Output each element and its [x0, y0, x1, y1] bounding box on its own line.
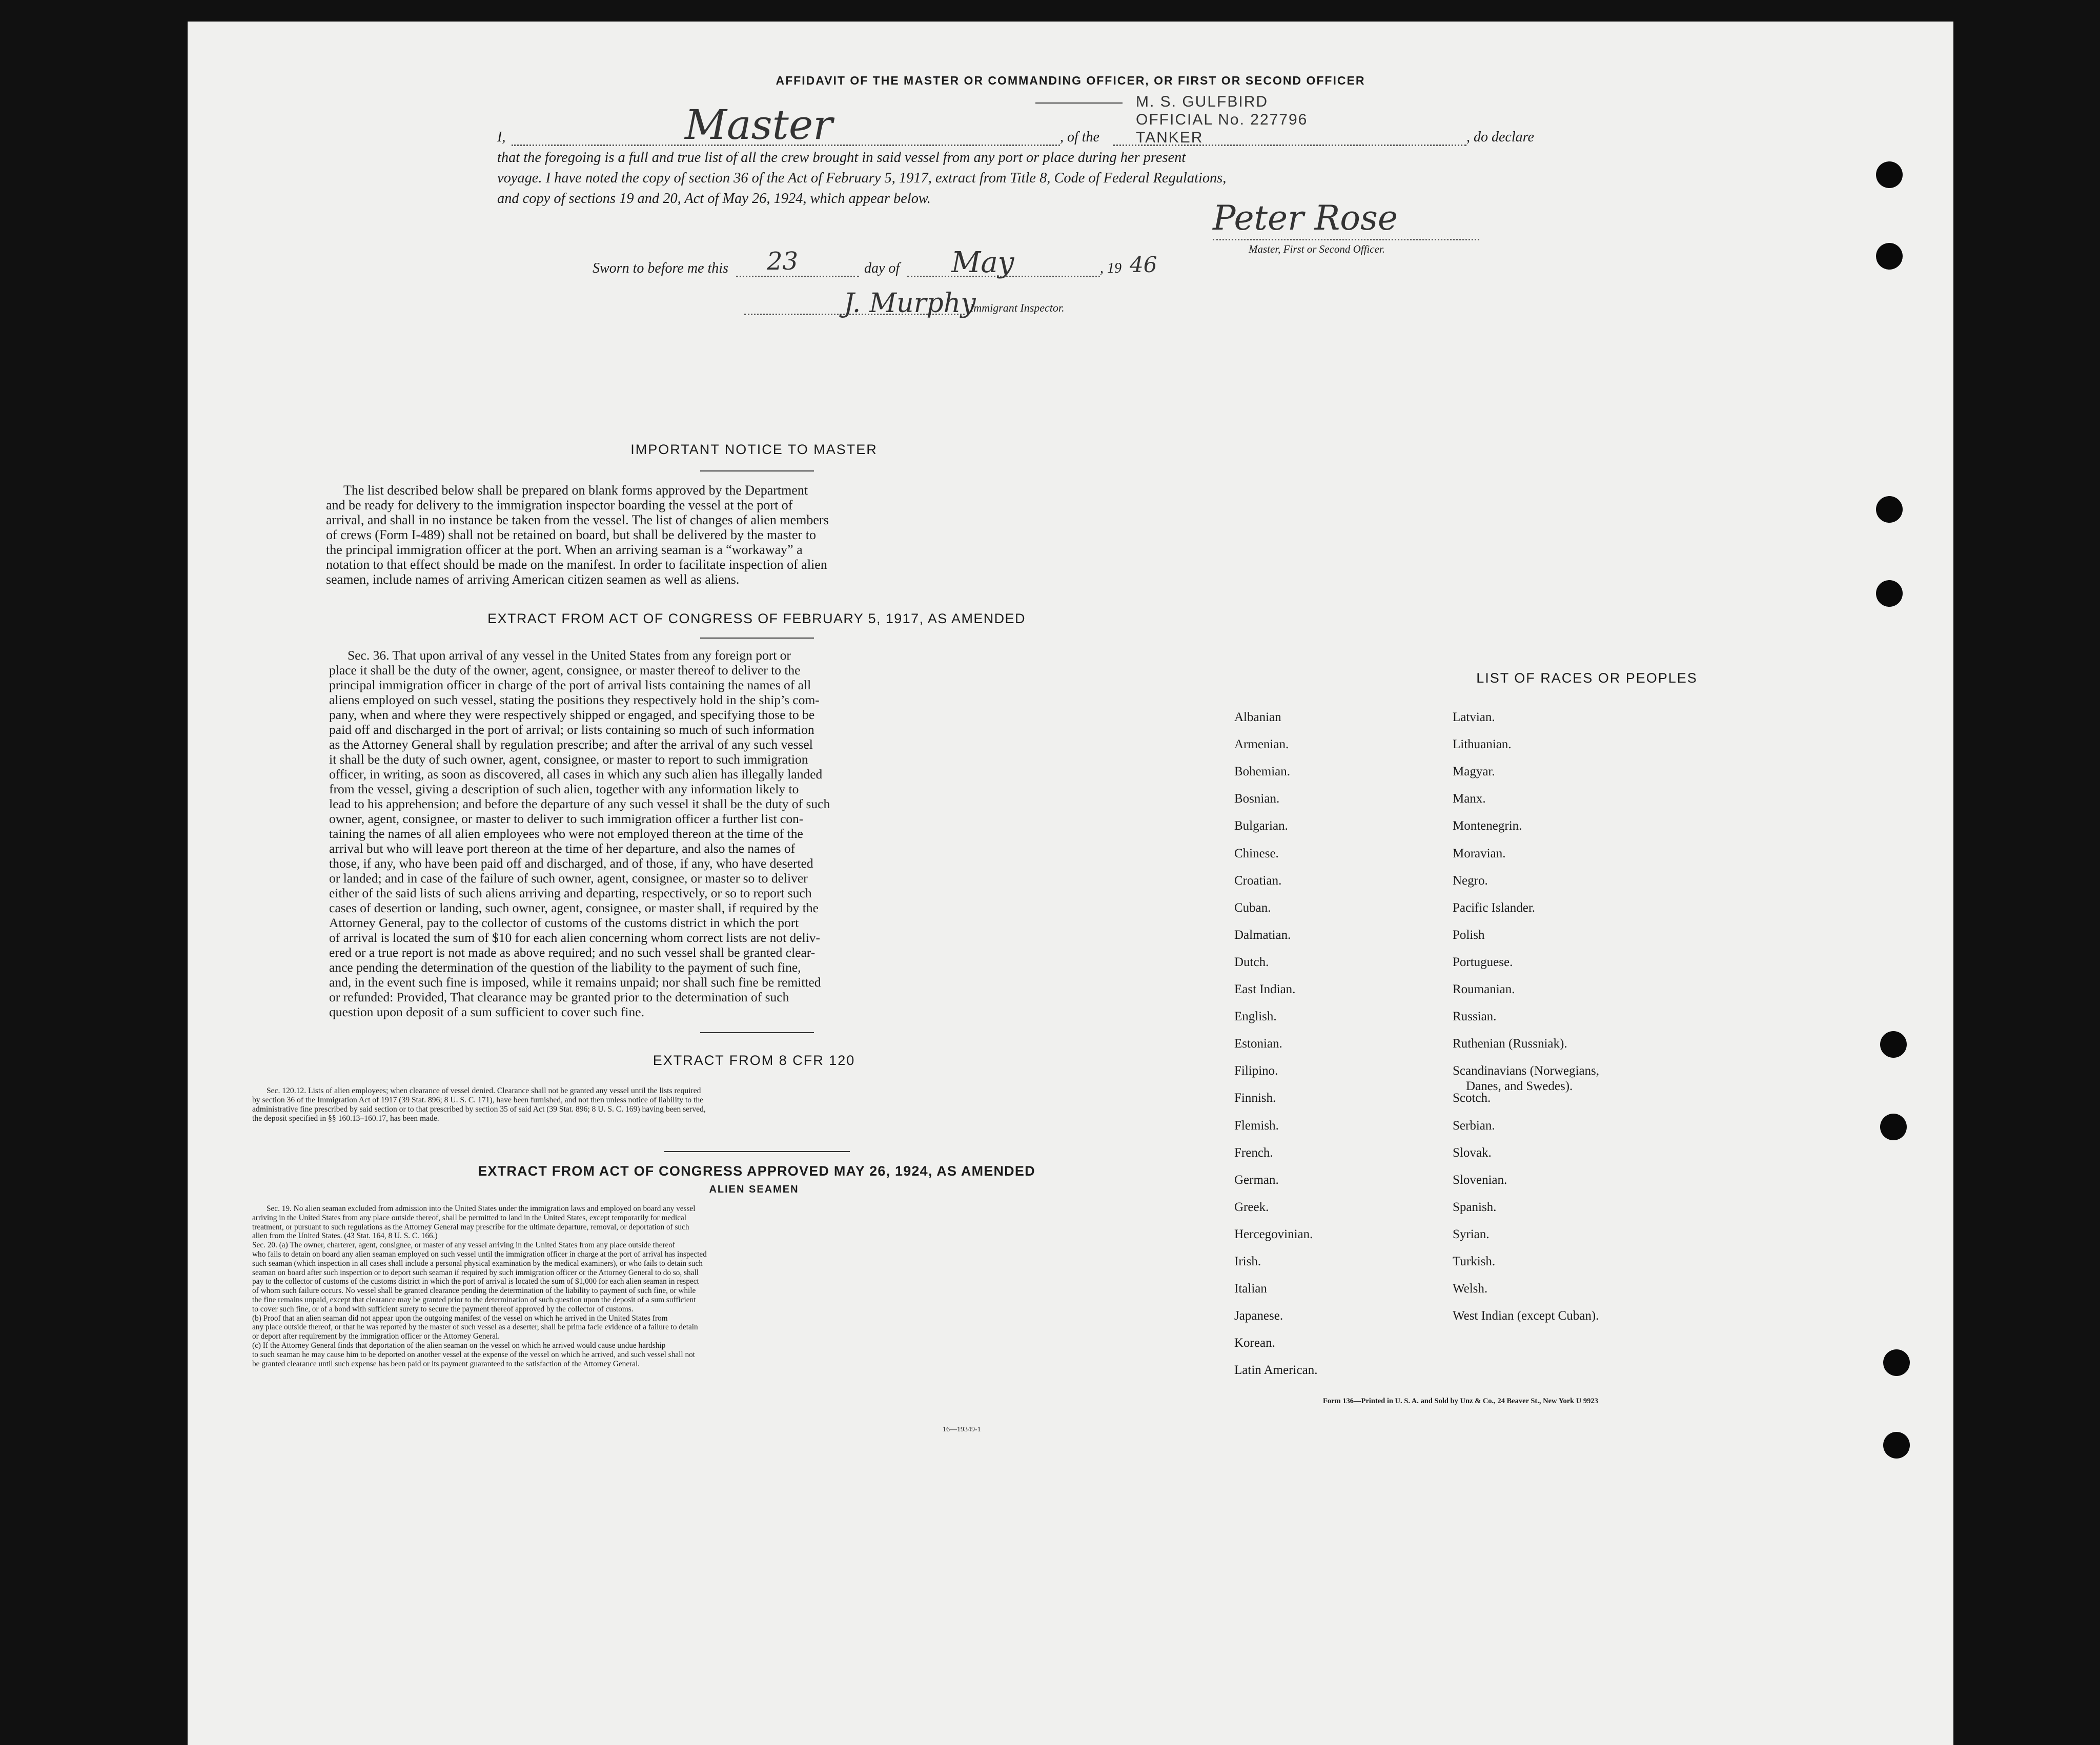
text-line: who fails to detain on board any alien seaman employed on such vessel until the immigration officer in charge at the port of arrival has inspected	[252, 1250, 707, 1259]
text-line: seamen, include names of arriving American citizen seamen as well as aliens.	[326, 572, 740, 587]
vessel-line	[1113, 145, 1466, 146]
race-item: Manx.	[1453, 792, 1486, 806]
punch-hole	[1880, 1114, 1907, 1140]
form-code: 16—19349-1	[943, 1426, 981, 1433]
race-item: Korean.	[1234, 1336, 1275, 1350]
race-item: Latin American.	[1234, 1363, 1318, 1378]
text-line: lead to his apprehension; and before the departure of any such vessel it shall be the duty of such	[329, 796, 830, 811]
master-signature: Peter Rose	[1213, 198, 1398, 238]
text-line: administrative fine prescribed by said section or to that prescribed by section 35 of said Act (39 Stat. 896; 8 U. S. C. 169) having been served,	[252, 1105, 706, 1114]
affidavit-body-line-2: voyage. I have noted the copy of section 36 of the Act of February 5, 1917, extract from Title 8, Code of Federal Regulations,	[497, 170, 1227, 186]
year-prefix: , 19	[1100, 260, 1122, 276]
race-item: French.	[1234, 1145, 1273, 1160]
text-line: or landed; and in case of the failure of such owner, agent, consignee, or master so to deliver	[329, 871, 808, 886]
sworn-day-line	[736, 276, 859, 277]
races-title: LIST OF RACES OR PEOPLES	[1476, 670, 1698, 686]
race-item: East Indian.	[1234, 982, 1296, 996]
race-item: Japanese.	[1234, 1309, 1283, 1323]
punch-hole	[1876, 580, 1903, 607]
text-line: notation to that effect should be made on the manifest. In order to facilitate inspection of alien	[326, 557, 827, 572]
master-signature-caption: Master, First or Second Officer.	[1249, 243, 1385, 255]
race-item: Pacific Islander.	[1453, 900, 1536, 915]
text-line: (b) Proof that an alien seaman did not appear upon the outgoing manifest of the vessel on which he arrived in the United States from	[252, 1313, 668, 1323]
text-line: place it shall be the duty of the owner, agent, consignee, or master thereof to deliver to the	[329, 663, 801, 678]
race-item: Bosnian.	[1234, 792, 1280, 806]
race-item: Dalmatian.	[1234, 928, 1291, 942]
text-line: aliens employed on such vessel, stating the positions they respectively hold in the ship’s com-	[329, 692, 820, 707]
extract-1924-subtitle: ALIEN SEAMEN	[709, 1184, 799, 1195]
text-line: either of the said lists of such aliens arriving and departing, respectively, or so to report such	[329, 886, 812, 900]
race-item: Hercegovinian.	[1234, 1227, 1313, 1241]
text-line: the deposit specified in §§ 160.13–160.17, has been made.	[252, 1114, 439, 1123]
affidavit-i: I,	[497, 129, 506, 145]
race-item: West Indian (except Cuban).	[1453, 1309, 1599, 1323]
race-item: Bulgarian.	[1234, 819, 1288, 833]
text-line: of whom such failure occurs. No vessel shall be granted clearance pending the determination of the liability to payment of such fine, or while	[252, 1286, 696, 1296]
text-line: Sec. 36. That upon arrival of any vessel in the United States from any foreign port or	[348, 648, 791, 663]
text-line: cases of desertion or landing, such owner, agent, consignee, or master shall, if required by the	[329, 900, 819, 915]
race-item: Bohemian.	[1234, 765, 1291, 779]
race-item: Cuban.	[1234, 900, 1271, 915]
punch-hole	[1876, 243, 1903, 270]
race-item: Montenegrin.	[1453, 819, 1522, 833]
vessel-stamp-type: TANKER	[1136, 129, 1204, 146]
text-line: as the Attorney General shall by regulation prescribe; and after the arrival of any such vessel	[329, 737, 813, 752]
text-line: the fine remains unpaid, except that clearance may be granted prior to the determination of such question upon the deposit of a sum sufficient	[252, 1296, 696, 1304]
race-item: Italian	[1234, 1282, 1267, 1296]
punch-hole	[1876, 496, 1903, 523]
race-item: Russian.	[1453, 1010, 1497, 1024]
text-line: the principal immigration officer at the port. When an arriving seaman is a “workaway” a	[326, 542, 803, 557]
sworn-label: Sworn to before me this	[593, 260, 728, 276]
text-line: alien from the United States. (43 Stat. 164, 8 U. S. C. 166.)	[252, 1231, 438, 1241]
punch-hole	[1883, 1349, 1910, 1376]
race-item: Welsh.	[1453, 1282, 1488, 1296]
text-line: Sec. 20. (a) The owner, charterer, agent, consignee, or master of any vessel arriving in the United States from any place outside thereof	[252, 1241, 676, 1250]
text-line: (c) If the Attorney General finds that deportation of the alien seaman on the vessel on which he arrived would cause undue hardship	[252, 1341, 666, 1350]
race-item: Latvian.	[1453, 710, 1495, 724]
race-item: Dutch.	[1234, 955, 1269, 969]
text-line: paid off and discharged in the port of arrival; or lists containing so much of such information	[329, 722, 814, 737]
master-name-handwritten: Master	[685, 101, 833, 149]
race-item: Irish.	[1234, 1255, 1261, 1268]
race-item: Estonian.	[1234, 1037, 1282, 1051]
race-item: Slovenian.	[1453, 1173, 1507, 1187]
text-line: or refunded: Provided, That clearance may be granted prior to the determination of such	[329, 990, 789, 1004]
race-item: Serbian.	[1453, 1118, 1495, 1133]
race-item: Negro.	[1453, 873, 1488, 888]
race-item: Roumanian.	[1453, 982, 1515, 996]
race-item: Ruthenian (Russniak).	[1453, 1037, 1567, 1051]
text-line: owner, agent, consignee, or master to deliver to such immigration officer a further list con-	[329, 811, 804, 826]
text-line: treatment, or pursuant to such regulations as the Attorney General may prescribe for the ultimate departure, removal, or deportation of such	[252, 1222, 689, 1231]
text-line: taining the names of all alien employees who were not employed thereon at the time of the	[329, 826, 803, 841]
extract-1917-rule	[700, 638, 814, 639]
text-line: of crews (Form I-489) shall not be retained on board, but shall be delivered by the master to	[326, 527, 816, 542]
document-page	[188, 22, 1953, 1745]
race-item: Turkish.	[1453, 1255, 1496, 1268]
text-line: any place outside thereof, or that he was reported by the master of such vessel as a deserter, shall be prima facie evidence of a failure to detain	[252, 1323, 698, 1332]
text-line: Sec. 19. No alien seaman excluded from admission into the United States under the immigration laws and employed on board any vessel	[267, 1204, 696, 1213]
cfr-top-rule	[700, 1032, 814, 1033]
text-line: or deport after requirement by the immigration officer or the Attorney General.	[252, 1332, 500, 1341]
inspector-caption: Immigrant Inspector.	[970, 301, 1065, 314]
heading-rule	[1035, 102, 1123, 104]
printer-footer: Form 136—Printed in U. S. A. and Sold by Unz & Co., 24 Beaver St., New York U 9923	[1323, 1397, 1598, 1405]
sworn-year: 46	[1130, 252, 1157, 277]
text-line: to cover such fine, or of a bond with sufficient surety to secure the payment thereof approved by the collector of customs.	[252, 1304, 634, 1313]
text-line: from the vessel, giving a description of such alien, together with any information likely to	[329, 782, 799, 796]
text-line: pany, when and where they were respectively shipped or engaged, and specifying those to be	[329, 707, 815, 722]
race-item: Slovak.	[1453, 1145, 1492, 1160]
text-line: principal immigration officer in charge of the port of arrival lists containing the names of all	[329, 678, 811, 692]
race-item: Magyar.	[1453, 765, 1495, 779]
text-line: ered or a true report is not made as above required; and no such vessel shall be granted clear-	[329, 945, 815, 960]
day-of-label: day of	[864, 260, 900, 276]
race-item: German.	[1234, 1173, 1279, 1187]
race-item: Syrian.	[1453, 1227, 1490, 1241]
extract-1917-title: EXTRACT FROM ACT OF CONGRESS OF FEBRUARY 5, 1917, AS AMENDED	[487, 611, 1026, 626]
text-line: arriving in the United States from any place outside thereof, shall be permitted to land in the United States, except temporarily for medical	[252, 1213, 687, 1222]
race-item: Croatian.	[1234, 873, 1282, 888]
extract-1924-title: EXTRACT FROM ACT OF CONGRESS APPROVED MAY 26, 1924, AS AMENDED	[478, 1163, 1035, 1179]
race-item: Polish	[1453, 928, 1485, 942]
do-declare-label: , do declare	[1466, 129, 1534, 145]
affidavit-body-line-3: and copy of sections 19 and 20, Act of May 26, 1924, which appear below.	[497, 191, 931, 207]
race-item: Danes, and Swedes).	[1466, 1079, 1573, 1094]
race-item: Armenian.	[1234, 737, 1289, 752]
text-line: and be ready for delivery to the immigration inspector boarding the vessel at the port of	[326, 498, 793, 512]
notice-title: IMPORTANT NOTICE TO MASTER	[630, 442, 878, 457]
race-item: Lithuanian.	[1453, 737, 1512, 752]
text-line: seaman on board after such inspection or to deport such seaman if required by such immigration officer or the Attorney General to do so, shall	[252, 1268, 699, 1277]
text-line: of arrival is located the sum of $10 for each alien concerning whom correct lists are not deliv-	[329, 930, 821, 945]
punch-hole	[1880, 1031, 1907, 1058]
sworn-month: May	[951, 246, 1014, 279]
text-line: officer, in writing, as soon as discovered, all cases in which any such alien has illegally landed	[329, 767, 823, 782]
master-signature-line	[1213, 239, 1479, 240]
sworn-day: 23	[767, 247, 799, 276]
race-item: Flemish.	[1234, 1118, 1279, 1133]
race-item: Portuguese.	[1453, 955, 1513, 969]
vessel-stamp-official-number: OFFICIAL No. 227796	[1136, 111, 1308, 128]
text-line: be granted clearance until such expense has been paid or its payment guaranteed to the satisfaction of the Attorney General.	[252, 1359, 640, 1368]
race-item: Greek.	[1234, 1200, 1269, 1214]
text-line: and, in the event such fine is imposed, while it remains unpaid; nor shall such fine be remitted	[329, 975, 821, 990]
text-line: ance pending the determination of the question of the liability to the payment of such fine,	[329, 960, 801, 975]
text-line: arrival but who will leave port thereon at the time of her departure, and also the names of	[329, 841, 796, 856]
extract-1924-rule	[664, 1151, 850, 1152]
race-item: Scotch.	[1453, 1091, 1491, 1105]
affidavit-body-line-1: that the foregoing is a full and true list of all the crew brought in said vessel from any port or place during her present	[497, 150, 1186, 166]
race-item: Moravian.	[1453, 846, 1506, 860]
text-line: by section 36 of the Immigration Act of 1917 (39 Stat. 896; 8 U. S. C. 171), have been furnished, and not then unless notice of liability to the	[252, 1096, 704, 1104]
inspector-signature: J. Murphy	[844, 288, 976, 319]
race-item: Chinese.	[1234, 846, 1279, 860]
punch-hole	[1876, 161, 1903, 188]
punch-hole	[1883, 1432, 1910, 1459]
race-item: English.	[1234, 1010, 1277, 1024]
text-line: Attorney General, pay to the collector of customs of the customs district in which the port	[329, 915, 799, 930]
notice-rule	[700, 470, 814, 471]
text-line: pay to the collector of customs of the customs district in which the port of arrival is located the sum of $1,000 for each alien seaman in respect	[252, 1277, 699, 1286]
text-line: Sec. 120.12. Lists of alien employees; when clearance of vessel denied. Clearance shall not be granted any vessel until the lists required	[267, 1086, 701, 1095]
race-item: Finnish.	[1234, 1091, 1276, 1105]
of-the-label: , of the	[1060, 129, 1099, 145]
text-line: arrival, and shall in no instance be taken from the vessel. The list of changes of alien members	[326, 512, 829, 527]
race-item: Spanish.	[1453, 1200, 1497, 1214]
race-item: Filipino.	[1234, 1064, 1278, 1078]
extract-cfr-title: EXTRACT FROM 8 CFR 120	[653, 1053, 855, 1068]
vessel-stamp-name: M. S. GULFBIRD	[1136, 93, 1269, 110]
text-line: it shall be the duty of such owner, agent, consignee, or master to report to such immigration	[329, 752, 808, 767]
text-line: those, if any, who have been paid off and discharged, and of those, if any, who have deserted	[329, 856, 813, 871]
text-line: to such seaman he may cause him to be deported on another vessel at the expense of the vessel on which he arrived, and such vessel shall not	[252, 1350, 696, 1359]
affidavit-heading: AFFIDAVIT OF THE MASTER OR COMMANDING OFFICER, OR FIRST OR SECOND OFFICER	[776, 74, 1365, 87]
text-line: such seaman (which inspection in all cases shall include a personal physical examination by the medical examiners), or who fails to detain such	[252, 1259, 703, 1268]
text-line: The list described below shall be prepared on blank forms approved by the Department	[343, 483, 808, 498]
race-item: Albanian	[1234, 710, 1281, 724]
race-item: Scandinavians (Norwegians,	[1453, 1064, 1600, 1078]
text-line: question upon deposit of a sum sufficient to cover such fine.	[329, 1004, 644, 1019]
